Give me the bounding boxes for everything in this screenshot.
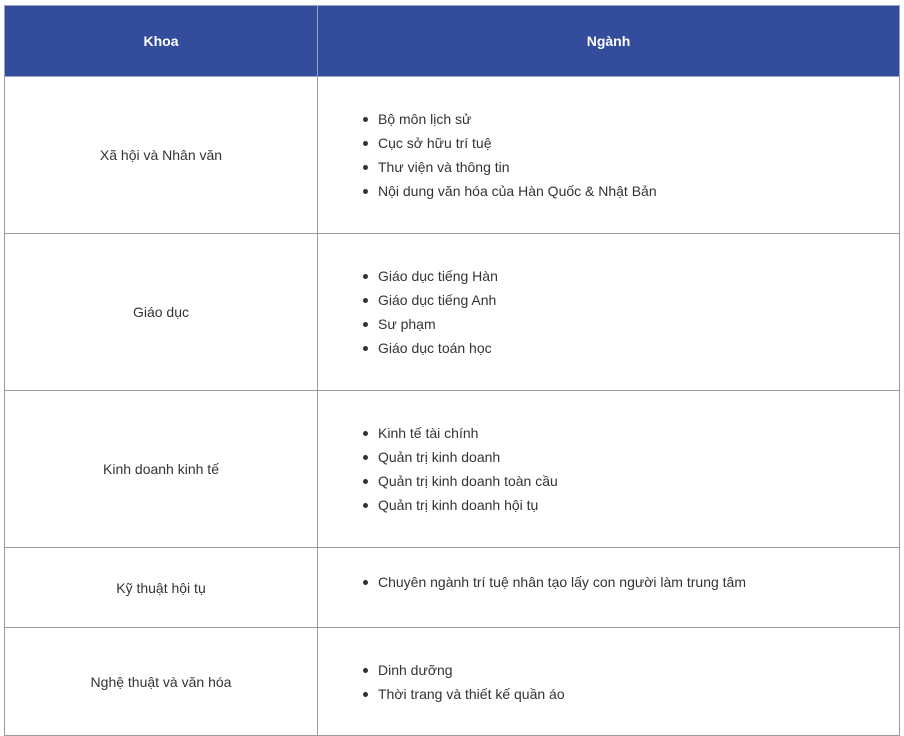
list-item: Kinh tế tài chính — [378, 421, 899, 445]
major-list — [318, 570, 899, 594]
major-list-cell — [318, 628, 900, 736]
faculty-name: Xã hội và Nhân văn — [5, 77, 318, 234]
faculty-name: Giáo dục — [5, 234, 318, 391]
list-item: Cục sở hữu trí tuệ — [378, 131, 899, 155]
list-item: Thời trang và thiết kế quần áo — [378, 682, 899, 706]
faculty-name: Kinh doanh kinh tế — [5, 391, 318, 548]
list-item: Bộ môn lịch sử — [378, 107, 899, 131]
list-item: Nội dung văn hóa của Hàn Quốc & Nhật Bản — [378, 179, 899, 203]
major-list-cell — [318, 391, 900, 548]
table-row — [5, 234, 900, 391]
faculty-table-wrapper — [4, 5, 899, 736]
table-row — [5, 77, 900, 234]
list-item: Dinh dưỡng — [378, 658, 899, 682]
list-item: Quản trị kinh doanh hội tụ — [378, 493, 899, 517]
list-item: Giáo dục tiếng Hàn — [378, 264, 899, 288]
faculty-name: Nghệ thuật và văn hóa — [5, 628, 318, 736]
faculty-name: Kỹ thuật hội tụ — [5, 548, 318, 628]
list-item: Giáo dục toán học — [378, 336, 899, 360]
list-item: Quản trị kinh doanh — [378, 445, 899, 469]
major-list-cell — [318, 548, 900, 628]
list-item: Sư phạm — [378, 312, 899, 336]
major-list-cell — [318, 77, 900, 234]
list-item: Chuyên ngành trí tuệ nhân tạo lấy con người làm trung tâm — [378, 570, 899, 594]
header-khoa: Khoa — [5, 6, 318, 77]
table-header-row — [5, 6, 900, 77]
major-list — [318, 264, 899, 360]
major-list — [318, 658, 899, 706]
list-item: Quản trị kinh doanh toàn cầu — [378, 469, 899, 493]
table-row — [5, 391, 900, 548]
faculty-table — [4, 5, 900, 736]
major-list-cell — [318, 234, 900, 391]
list-item: Thư viện và thông tin — [378, 155, 899, 179]
header-nganh: Ngành — [318, 6, 900, 77]
table-row — [5, 628, 900, 736]
major-list — [318, 421, 899, 517]
table-row — [5, 548, 900, 628]
list-item: Giáo dục tiếng Anh — [378, 288, 899, 312]
major-list — [318, 107, 899, 203]
